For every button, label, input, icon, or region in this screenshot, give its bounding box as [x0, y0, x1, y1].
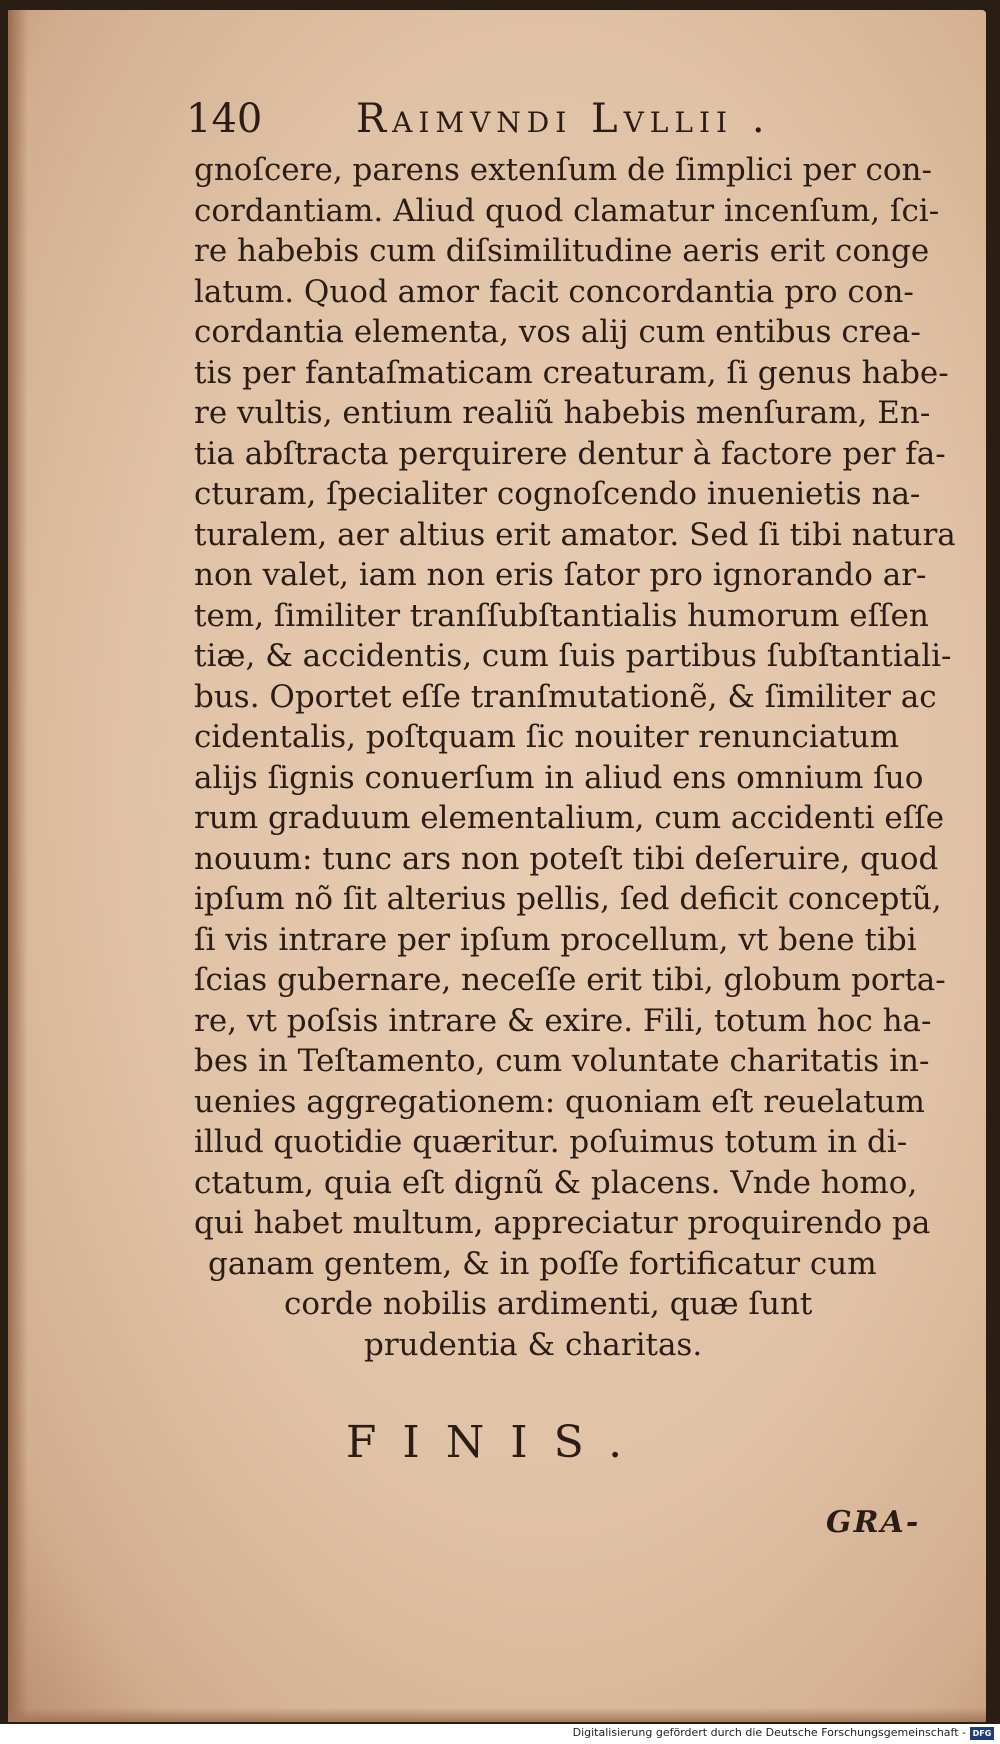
page-number: 140	[186, 96, 263, 142]
text-line: ſcias gubernare, neceſſe erit tibi, globum porta-	[194, 962, 946, 998]
text-line: rum graduum elementalium, cum accidenti eſſe	[194, 800, 945, 836]
text-line: re vultis, entium realiũ habebis menſuram, En-	[194, 395, 931, 431]
running-head: Raimvndi Lvllii .	[356, 96, 771, 142]
digitization-footer	[0, 1724, 1000, 1744]
text-line: nouum: tunc ars non poteſt tibi deſeruire, quod	[194, 840, 939, 877]
footer-credit: Digitalisierung gefördert durch die Deutsche Forschungsgemeinschaft -	[572, 1726, 966, 1739]
text-line: cordantiam. Aliud quod clamatur incenſum, ſci-	[194, 192, 940, 229]
text-line: tiæ, & accidentis, cum ſuis partibus ſubſtantiali-	[194, 638, 952, 674]
text-line: cidentalis, poſtquam ſic nouiter renunciatum	[194, 719, 900, 755]
text-line: ſi vis intrare per ipſum procellum, vt bene tibi	[194, 921, 917, 958]
body-text	[194, 150, 954, 1365]
text-line: cordantia elementa, vos alij cum entibus crea-	[194, 314, 921, 350]
page-header	[186, 96, 826, 146]
text-line: illud quotidie quæritur. poſuimus totum in di-	[194, 1124, 908, 1160]
text-line: tem, ſimiliter tranſſubſtantialis humorum eſſen	[194, 597, 929, 634]
text-line: re habebis cum diſsimilitudine aeris erit conge	[194, 233, 930, 269]
text-line: ctatum, quia eſt dignũ & placens. Vnde homo,	[194, 1164, 918, 1201]
text-line: ganam gentem, & in poſſe fortificatur cum	[208, 1245, 877, 1282]
text-line: qui habet multum, appreciatur proquirendo pa	[194, 1205, 931, 1241]
text-line: prudentia & charitas.	[364, 1326, 703, 1363]
text-line: re, vt poſsis intrare & exire. Fili, totum hoc ha-	[194, 1002, 932, 1039]
text-line: non valet, iam non eris ſator pro ignorando ar-	[194, 557, 927, 593]
text-line: ipſum nõ ſit alterius pellis, ſed deficit conceptũ,	[194, 881, 942, 917]
text-line: bes in Teſtamento, cum voluntate charitatis in-	[194, 1043, 930, 1079]
page-bottom-edge	[8, 1708, 986, 1722]
text-line: tia abſtracta perquirere dentur à factore per fa-	[194, 435, 946, 472]
book-page	[8, 10, 986, 1722]
text-line: turalem, aer altius erit amator. Sed ſi tibi natura	[194, 516, 956, 553]
dfg-logo: DFG	[970, 1727, 994, 1740]
text-line: alijs ſignis conuerſum in aliud ens omnium ſuo	[194, 759, 924, 796]
text-line: uenies aggregationem: quoniam eſt reuelatum	[194, 1083, 925, 1120]
text-line: tis per fantaſmaticam creaturam, ſi genus habe-	[194, 354, 949, 391]
finis-heading: FINIS.	[345, 1417, 649, 1468]
text-line: cturam, ſpecialiter cognoſcendo inuenietis na-	[194, 476, 921, 512]
text-line: gnoſcere, parens extenſum de ſimplici per con-	[194, 152, 932, 188]
text-line: bus. Oportet eſſe tranſmutationẽ, & ſimiliter ac	[194, 678, 937, 715]
text-line: latum. Quod amor facit concordantia pro con-	[194, 273, 914, 310]
catchword: GRA-	[826, 1505, 921, 1540]
text-line: corde nobilis ardimenti, quæ ſunt	[284, 1286, 813, 1322]
